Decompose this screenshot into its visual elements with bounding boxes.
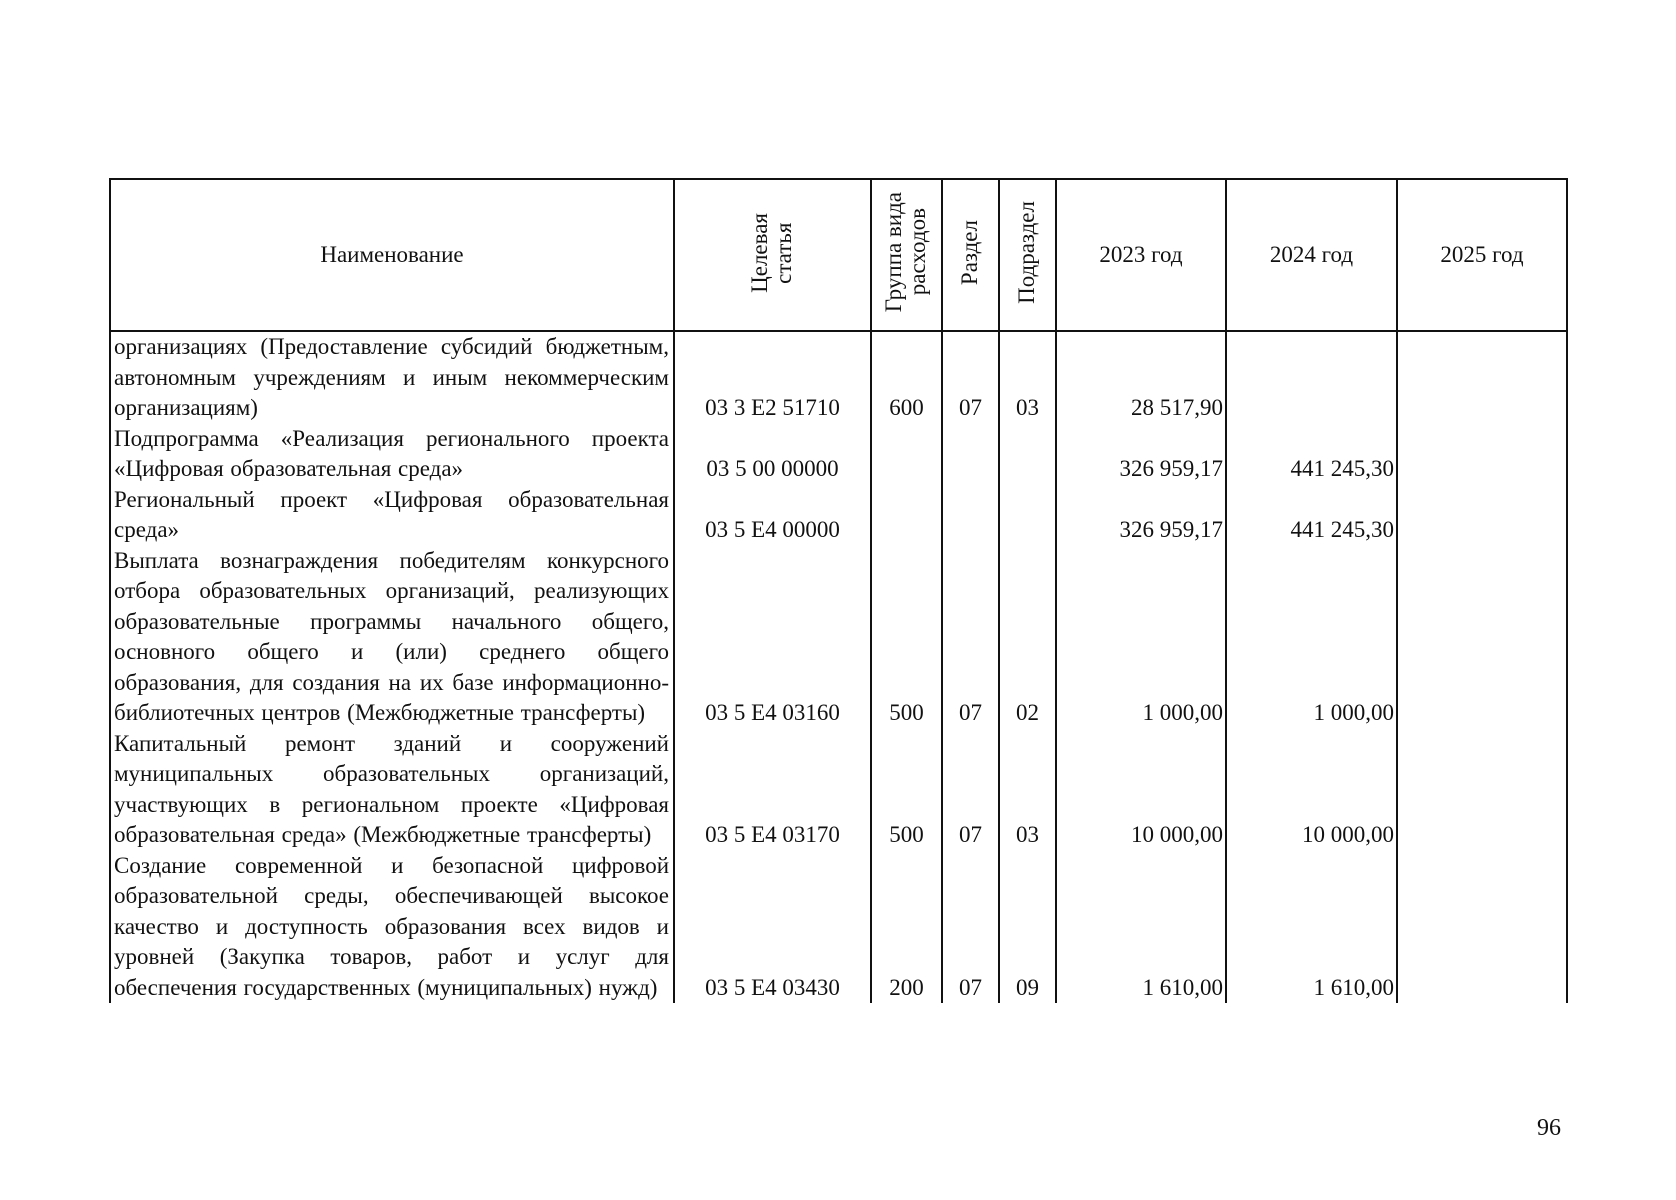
row-2023: 1 000,00 — [1056, 546, 1226, 729]
header-2023-label: 2023 год — [1099, 241, 1183, 267]
row-target-article: 03 5 E4 03160 — [674, 546, 871, 729]
row-2023: 10 000,00 — [1056, 729, 1226, 851]
row-expense-group: 600 — [871, 331, 942, 424]
row-2024: 10 000,00 — [1226, 729, 1397, 851]
row-expense-group — [871, 485, 942, 546]
row-name: Региональный проект «Цифровая образовательная среда» — [110, 485, 674, 546]
row-target-article: 03 5 E4 00000 — [674, 485, 871, 546]
header-target-article — [674, 179, 871, 331]
row-subsection — [999, 485, 1056, 546]
row-2023: 1 610,00 — [1056, 851, 1226, 1004]
row-2023: 28 517,90 — [1056, 331, 1226, 424]
page-number: 96 — [1537, 1115, 1561, 1141]
row-section: 07 — [942, 851, 999, 1004]
row-subsection: 02 — [999, 546, 1056, 729]
row-section: 07 — [942, 729, 999, 851]
header-target-article-label — [748, 213, 796, 293]
header-2025 — [1397, 179, 1567, 331]
header-2025-label: 2025 год — [1440, 241, 1524, 267]
header-target-article-line1: Целевая — [747, 212, 773, 293]
row-target-article: 03 5 E4 03170 — [674, 729, 871, 851]
row-name: Выплата вознаграждения победителям конкурсного отбора образовательных организаций, реализующих образовательные программы начального общего, основного общего и (или) среднего общего образования, для создания на их базе информационно-библиотечных центров (Межбюджетные трансферты) — [110, 546, 674, 729]
row-target-article: 03 5 00 00000 — [674, 424, 871, 485]
row-2023: 326 959,17 — [1056, 485, 1226, 546]
row-2025 — [1397, 331, 1567, 424]
row-2024 — [1226, 331, 1397, 424]
header-expense-group-line1: Группа вида — [881, 192, 907, 313]
row-target-article: 03 3 E2 51710 — [674, 331, 871, 424]
row-target-article: 03 5 E4 03430 — [674, 851, 871, 1004]
header-name — [110, 179, 674, 331]
header-2024-label: 2024 год — [1269, 241, 1354, 267]
row-name: Создание современной и безопасной цифровой образовательной среды, обеспечивающей высокое качество и доступность образования всех видов и уровней (Закупка товаров, работ и услуг для обеспечения государственных (муниципальных) нужд) — [110, 851, 674, 1004]
row-name: организациях (Предоставление субсидий бюджетным, автономным учреждениям и иным некоммерческим организациям) — [110, 331, 674, 424]
row-2023: 326 959,17 — [1056, 424, 1226, 485]
row-2024: 1 000,00 — [1226, 546, 1397, 729]
header-expense-group-label — [882, 192, 930, 312]
row-section — [942, 424, 999, 485]
table-row — [110, 331, 1567, 424]
row-subsection: 03 — [999, 729, 1056, 851]
row-2025 — [1397, 485, 1567, 546]
row-2024: 441 245,30 — [1226, 424, 1397, 485]
row-section — [942, 485, 999, 546]
row-expense-group: 200 — [871, 851, 942, 1004]
table-row — [110, 546, 1567, 729]
row-expense-group — [871, 424, 942, 485]
table-row — [110, 851, 1567, 1004]
header-2023 — [1056, 179, 1226, 331]
row-expense-group: 500 — [871, 729, 942, 851]
budget-table — [109, 178, 1568, 1003]
header-2024 — [1226, 179, 1397, 331]
row-2024: 1 610,00 — [1226, 851, 1397, 1004]
row-subsection: 03 — [999, 331, 1056, 424]
row-2025 — [1397, 424, 1567, 485]
row-expense-group: 500 — [871, 546, 942, 729]
header-section-label: Раздел — [957, 219, 983, 285]
header-expense-group — [871, 179, 942, 331]
header-subsection — [999, 179, 1056, 331]
row-2024: 441 245,30 — [1226, 485, 1397, 546]
row-2025 — [1397, 729, 1567, 851]
row-name: Капитальный ремонт зданий и сооружений муниципальных образовательных организаций, участвующих в региональном проекте «Цифровая образовательная среда» (Межбюджетные трансферты) — [110, 729, 674, 851]
header-subsection-label: Подраздел — [1014, 200, 1040, 304]
header-name-label: Наименование — [320, 241, 464, 267]
row-2025 — [1397, 546, 1567, 729]
header-expense-group-line2: расходов — [905, 208, 931, 296]
row-section: 07 — [942, 546, 999, 729]
table-row — [110, 424, 1567, 485]
row-section: 07 — [942, 331, 999, 424]
header-target-article-line2: статья — [771, 221, 797, 284]
row-subsection: 09 — [999, 851, 1056, 1004]
row-name: Подпрограмма «Реализация регионального проекта «Цифровая образовательная среда» — [110, 424, 674, 485]
table-header-row — [110, 179, 1567, 331]
row-subsection — [999, 424, 1056, 485]
table-row — [110, 485, 1567, 546]
row-2025 — [1397, 851, 1567, 1004]
table-row — [110, 729, 1567, 851]
header-section — [942, 179, 999, 331]
